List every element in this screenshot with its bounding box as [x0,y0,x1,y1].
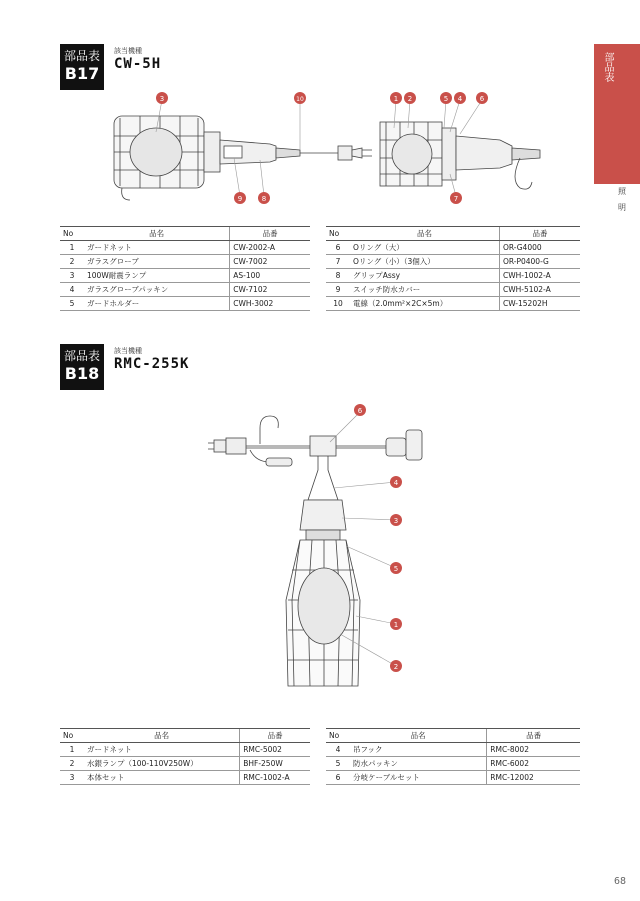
cell-code: CWH-3002 [230,297,310,311]
col-code: 品番 [230,227,310,241]
b18-parts-table-left [60,728,310,785]
cell-code: CWH-5102-A [499,283,580,297]
table-row [326,757,580,771]
cell-no: 6 [326,771,350,785]
svg-text:1: 1 [393,621,399,629]
svg-text:9: 9 [237,195,243,203]
col-code: 品番 [240,729,310,743]
cell-code: RMC-5002 [240,743,310,757]
b17-callout-4 [454,92,466,104]
cell-name: ガラスグローブパッキン [84,283,230,297]
svg-text:6: 6 [357,407,363,415]
b17-plug [318,146,372,160]
svg-text:5: 5 [443,95,449,103]
b17-parts-table-left [60,226,310,311]
table-row [60,269,310,283]
cell-no: 3 [60,269,84,283]
table-header [60,227,310,241]
cell-no: 4 [326,743,350,757]
side-tab [594,44,640,184]
cell-code: RMC-1002-A [240,771,310,785]
b17-callout-10 [294,92,306,104]
b18-parts-table-right [326,728,580,785]
cell-name: Oリング（大） [350,241,499,255]
table-row [60,283,310,297]
cell-name: スイッチ防水カバー [350,283,499,297]
svg-text:7: 7 [453,195,459,203]
b17-callout-2 [404,92,416,104]
col-name: 品名 [350,729,487,743]
side-category-1: 照 [618,187,626,196]
cell-name: グリップAssy [350,269,499,283]
b17-badge-top: 部品表 [63,49,100,63]
table-row [60,757,310,771]
cell-name: 水銀ランプ（100-110V250W） [84,757,240,771]
b17-callout-1 [390,92,402,104]
col-name: 品名 [84,729,240,743]
b18-callout-1 [390,618,402,630]
cell-code: CW-15202H [499,297,580,311]
b17-model-label: 該当機種 [114,47,142,55]
b18-model-label: 該当機種 [114,347,142,355]
svg-text:6: 6 [479,95,485,103]
side-category-2: 明 [618,203,626,212]
svg-text:4: 4 [457,95,463,103]
b18-badge-top: 部品表 [63,349,100,363]
table-row [326,771,580,785]
cell-no: 1 [60,743,84,757]
b18-badge [60,344,104,390]
cell-code: RMC-12002 [487,771,580,785]
svg-text:3: 3 [393,517,399,525]
cell-no: 5 [60,297,84,311]
svg-text:1: 1 [393,95,399,103]
cell-name: 吊フック [350,743,487,757]
table-row [326,297,580,311]
b17-badge [60,44,104,90]
svg-text:4: 4 [393,479,399,487]
svg-text:3: 3 [159,95,165,103]
cell-no: 6 [326,241,350,255]
svg-text:2: 2 [407,95,413,103]
b17-badge-code: B17 [64,64,100,83]
cell-code: RMC-8002 [487,743,580,757]
page-number: 68 [613,876,626,887]
table-row [326,283,580,297]
cell-code: OR-G4000 [499,241,580,255]
table-row [60,771,310,785]
svg-text:2: 2 [393,663,399,671]
cell-name: 分岐ケーブルセット [350,771,487,785]
b17-callout-7 [450,192,462,204]
cell-code: RMC-6002 [487,757,580,771]
col-code: 品番 [487,729,580,743]
cell-code: OR-P0400-G [499,255,580,269]
col-name: 品名 [84,227,230,241]
col-no: No [60,227,84,241]
b18-model: RMC-255K [114,356,190,372]
cell-code: CW-2002-A [230,241,310,255]
b17-callout-6 [476,92,488,104]
table-row [60,297,310,311]
cell-code: BHF-250W [240,757,310,771]
cell-name: Oリング（小）（3個入） [350,255,499,269]
b17-callout-5 [440,92,452,104]
col-no: No [326,227,350,241]
b17-lamp-left [114,116,318,200]
b18-diagram [200,400,440,700]
table-row [326,241,580,255]
svg-text:10: 10 [296,96,304,103]
b17-model: CW-5H [114,56,162,72]
b18-cable-assembly [208,416,422,686]
cell-no: 2 [60,255,84,269]
b18-callout-6 [354,404,366,416]
cell-code: CW-7002 [230,255,310,269]
b17-callout-3 [156,92,168,104]
table-header [326,227,580,241]
cell-name: 100W耐震ランプ [84,269,230,283]
cell-no: 3 [60,771,84,785]
cell-no: 4 [60,283,84,297]
cell-code: CWH-1002-A [499,269,580,283]
cell-name: ガードホルダー [84,297,230,311]
cell-no: 2 [60,757,84,771]
table-row [326,255,580,269]
table-row [60,241,310,255]
cell-no: 8 [326,269,350,283]
svg-text:5: 5 [393,565,399,573]
b17-diagram [100,88,560,218]
b18-callout-4 [390,476,402,488]
b18-callout-5 [390,562,402,574]
table-row [60,255,310,269]
cell-no: 9 [326,283,350,297]
b18-callout-2 [390,660,402,672]
col-no: No [60,729,84,743]
col-name: 品名 [350,227,499,241]
table-row [326,269,580,283]
cell-no: 10 [326,297,350,311]
table-row [326,743,580,757]
cell-no: 7 [326,255,350,269]
table-row [60,743,310,757]
cell-name: ガードネット [84,241,230,255]
b17-parts-table-right [326,226,580,311]
cell-code: CW-7102 [230,283,310,297]
cell-name: 電線（2.0mm²×2C×5m） [350,297,499,311]
side-tab-label: 部品表 [602,52,613,82]
svg-text:8: 8 [261,195,267,203]
table-header [326,729,580,743]
cell-no: 1 [60,241,84,255]
cell-name: ガラスグローブ [84,255,230,269]
cell-code: AS-100 [230,269,310,283]
cell-no: 5 [326,757,350,771]
table-header [60,729,310,743]
b17-callout-9 [234,192,246,204]
b17-callout-8 [258,192,270,204]
col-code: 品番 [499,227,580,241]
b18-badge-code: B18 [64,364,100,383]
cell-name: 防水パッキン [350,757,487,771]
col-no: No [326,729,350,743]
b18-callout-3 [390,514,402,526]
cell-name: 本体セット [84,771,240,785]
b17-lamp-right [380,122,540,189]
cell-name: ガードネット [84,743,240,757]
